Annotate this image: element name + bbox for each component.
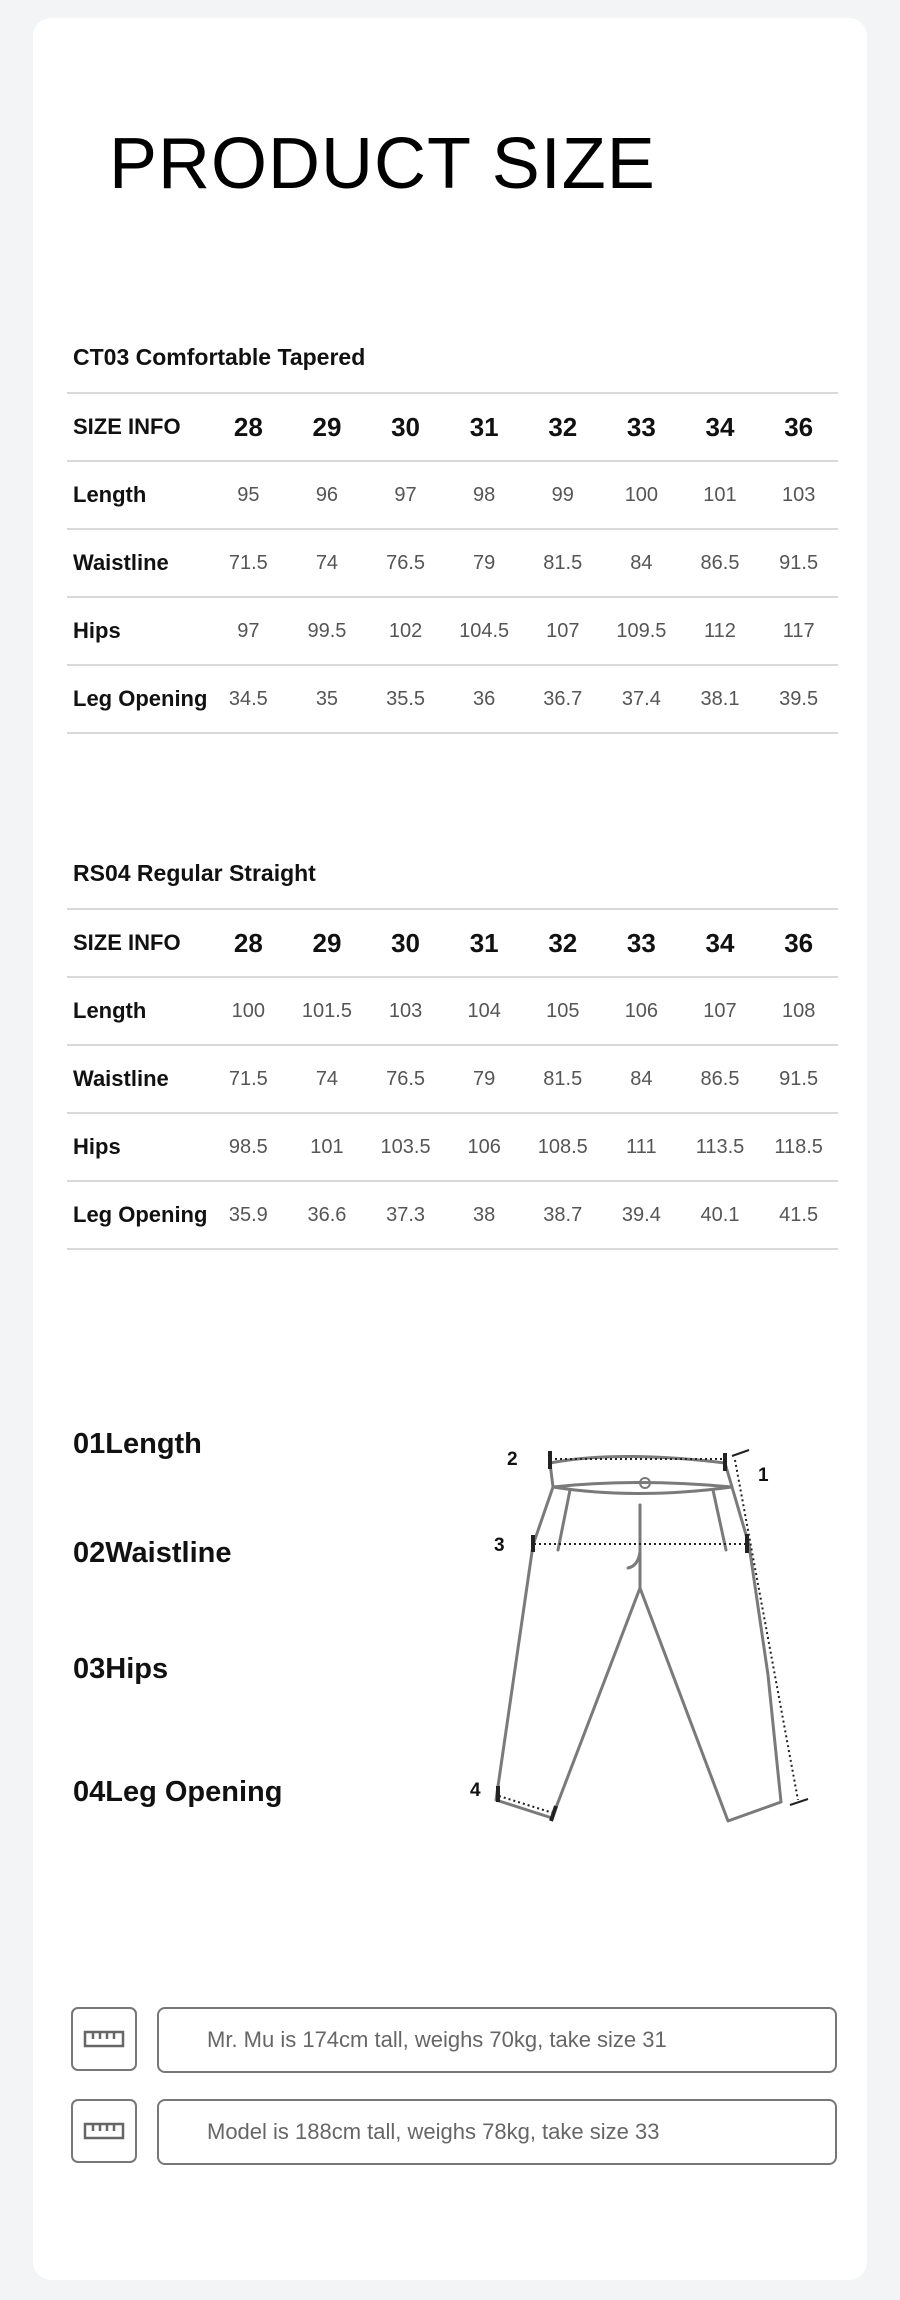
cell-value: 118.5 — [759, 1113, 838, 1181]
measure-leg-opening-label: 04Leg Opening — [73, 1776, 283, 1808]
cell-value: 76.5 — [366, 1045, 445, 1113]
size-header: 33 — [602, 393, 681, 461]
cell-value: 39.5 — [759, 665, 838, 733]
cell-value: 109.5 — [602, 597, 681, 665]
cell-value: 113.5 — [681, 1113, 760, 1181]
cell-value: 97 — [366, 461, 445, 529]
size-header: 28 — [209, 909, 288, 977]
size-header: 33 — [602, 909, 681, 977]
cell-value: 37.4 — [602, 665, 681, 733]
cell-value: 98 — [445, 461, 524, 529]
cell-value: 101.5 — [288, 977, 367, 1045]
size-table-ct03 — [67, 392, 838, 734]
size-header: 36 — [759, 909, 838, 977]
cell-value: 79 — [445, 1045, 524, 1113]
cell-value: 86.5 — [681, 529, 760, 597]
row-label: Length — [67, 977, 209, 1045]
row-label: Length — [67, 461, 209, 529]
cell-value: 111 — [602, 1113, 681, 1181]
cell-value: 35 — [288, 665, 367, 733]
table-header-row — [67, 393, 838, 461]
cell-value: 71.5 — [209, 529, 288, 597]
cell-value: 106 — [445, 1113, 524, 1181]
cell-value: 71.5 — [209, 1045, 288, 1113]
cell-value: 106 — [602, 977, 681, 1045]
row-label: Leg Opening — [67, 665, 209, 733]
cell-value: 96 — [288, 461, 367, 529]
size-header: 29 — [288, 393, 367, 461]
cell-value: 107 — [681, 977, 760, 1045]
cell-value: 108.5 — [523, 1113, 602, 1181]
row-label: Hips — [67, 1113, 209, 1181]
cell-value: 39.4 — [602, 1181, 681, 1249]
cell-value: 105 — [523, 977, 602, 1045]
cell-value: 40.1 — [681, 1181, 760, 1249]
pants-outline — [496, 1457, 781, 1822]
cell-value: 76.5 — [366, 529, 445, 597]
cell-value: 101 — [681, 461, 760, 529]
size-header: 31 — [445, 393, 524, 461]
marker-3: 3 — [494, 1535, 505, 1556]
cell-value: 36.6 — [288, 1181, 367, 1249]
cell-value: 74 — [288, 1045, 367, 1113]
cell-value: 84 — [602, 1045, 681, 1113]
cell-value: 103 — [759, 461, 838, 529]
table-row — [67, 1113, 838, 1181]
cell-value: 91.5 — [759, 1045, 838, 1113]
size-header: 30 — [366, 393, 445, 461]
cell-value: 99.5 — [288, 597, 367, 665]
cell-value: 34.5 — [209, 665, 288, 733]
cell-value: 36.7 — [523, 665, 602, 733]
cell-value: 37.3 — [366, 1181, 445, 1249]
size-table-rs04 — [67, 908, 838, 1250]
cell-value: 112 — [681, 597, 760, 665]
row-label: Leg Opening — [67, 1181, 209, 1249]
size-header: 34 — [681, 393, 760, 461]
model-note: Mr. Mu is 174cm tall, weighs 70kg, take size 31 — [157, 2007, 837, 2073]
cell-value: 81.5 — [523, 529, 602, 597]
ruler-icon — [71, 2099, 137, 2163]
cell-value: 35.5 — [366, 665, 445, 733]
model-info-row — [71, 2099, 837, 2169]
marker-4: 4 — [470, 1780, 481, 1801]
model-note: Model is 188cm tall, weighs 78kg, take size 33 — [157, 2099, 837, 2165]
ruler-icon — [71, 2007, 137, 2071]
cell-value: 36 — [445, 665, 524, 733]
table-row — [67, 1181, 838, 1249]
table-row — [67, 597, 838, 665]
marker-1: 1 — [758, 1465, 769, 1486]
cell-value: 86.5 — [681, 1045, 760, 1113]
table-row — [67, 461, 838, 529]
size-header: 36 — [759, 393, 838, 461]
cell-value: 38.7 — [523, 1181, 602, 1249]
cell-value: 84 — [602, 529, 681, 597]
cell-value: 117 — [759, 597, 838, 665]
cell-value: 74 — [288, 529, 367, 597]
table-row — [67, 1045, 838, 1113]
header-size-info: SIZE INFO — [67, 393, 209, 461]
header-size-info: SIZE INFO — [67, 909, 209, 977]
cell-value: 108 — [759, 977, 838, 1045]
cell-value: 99 — [523, 461, 602, 529]
table-title-rs04: RS04 Regular Straight — [73, 860, 316, 886]
row-label: Waistline — [67, 529, 209, 597]
cell-value: 95 — [209, 461, 288, 529]
cell-value: 102 — [366, 597, 445, 665]
page-title: PRODUCT SIZE — [109, 124, 656, 204]
cell-value: 101 — [288, 1113, 367, 1181]
size-header: 32 — [523, 909, 602, 977]
cell-value: 41.5 — [759, 1181, 838, 1249]
size-header: 34 — [681, 909, 760, 977]
size-header: 28 — [209, 393, 288, 461]
pants-measurement-diagram — [470, 1440, 830, 1840]
cell-value: 104 — [445, 977, 524, 1045]
cell-value: 81.5 — [523, 1045, 602, 1113]
table-row — [67, 665, 838, 733]
cell-value: 103 — [366, 977, 445, 1045]
row-label: Hips — [67, 597, 209, 665]
cell-value: 97 — [209, 597, 288, 665]
cell-value: 100 — [602, 461, 681, 529]
size-header: 31 — [445, 909, 524, 977]
size-header: 32 — [523, 393, 602, 461]
cell-value: 107 — [523, 597, 602, 665]
table-row — [67, 529, 838, 597]
cell-value: 104.5 — [445, 597, 524, 665]
cell-value: 103.5 — [366, 1113, 445, 1181]
cell-value: 79 — [445, 529, 524, 597]
size-header: 29 — [288, 909, 367, 977]
measure-length-label: 01Length — [73, 1428, 202, 1460]
measure-hips-label: 03Hips — [73, 1653, 169, 1685]
cell-value: 38 — [445, 1181, 524, 1249]
cell-value: 98.5 — [209, 1113, 288, 1181]
table-title-ct03: CT03 Comfortable Tapered — [73, 344, 366, 370]
measure-waistline-label: 02Waistline — [73, 1537, 232, 1569]
cell-value: 91.5 — [759, 529, 838, 597]
table-header-row — [67, 909, 838, 977]
cell-value: 38.1 — [681, 665, 760, 733]
model-info-row — [71, 2007, 837, 2077]
marker-2: 2 — [507, 1449, 518, 1470]
table-row — [67, 977, 838, 1045]
size-header: 30 — [366, 909, 445, 977]
cell-value: 100 — [209, 977, 288, 1045]
row-label: Waistline — [67, 1045, 209, 1113]
cell-value: 35.9 — [209, 1181, 288, 1249]
